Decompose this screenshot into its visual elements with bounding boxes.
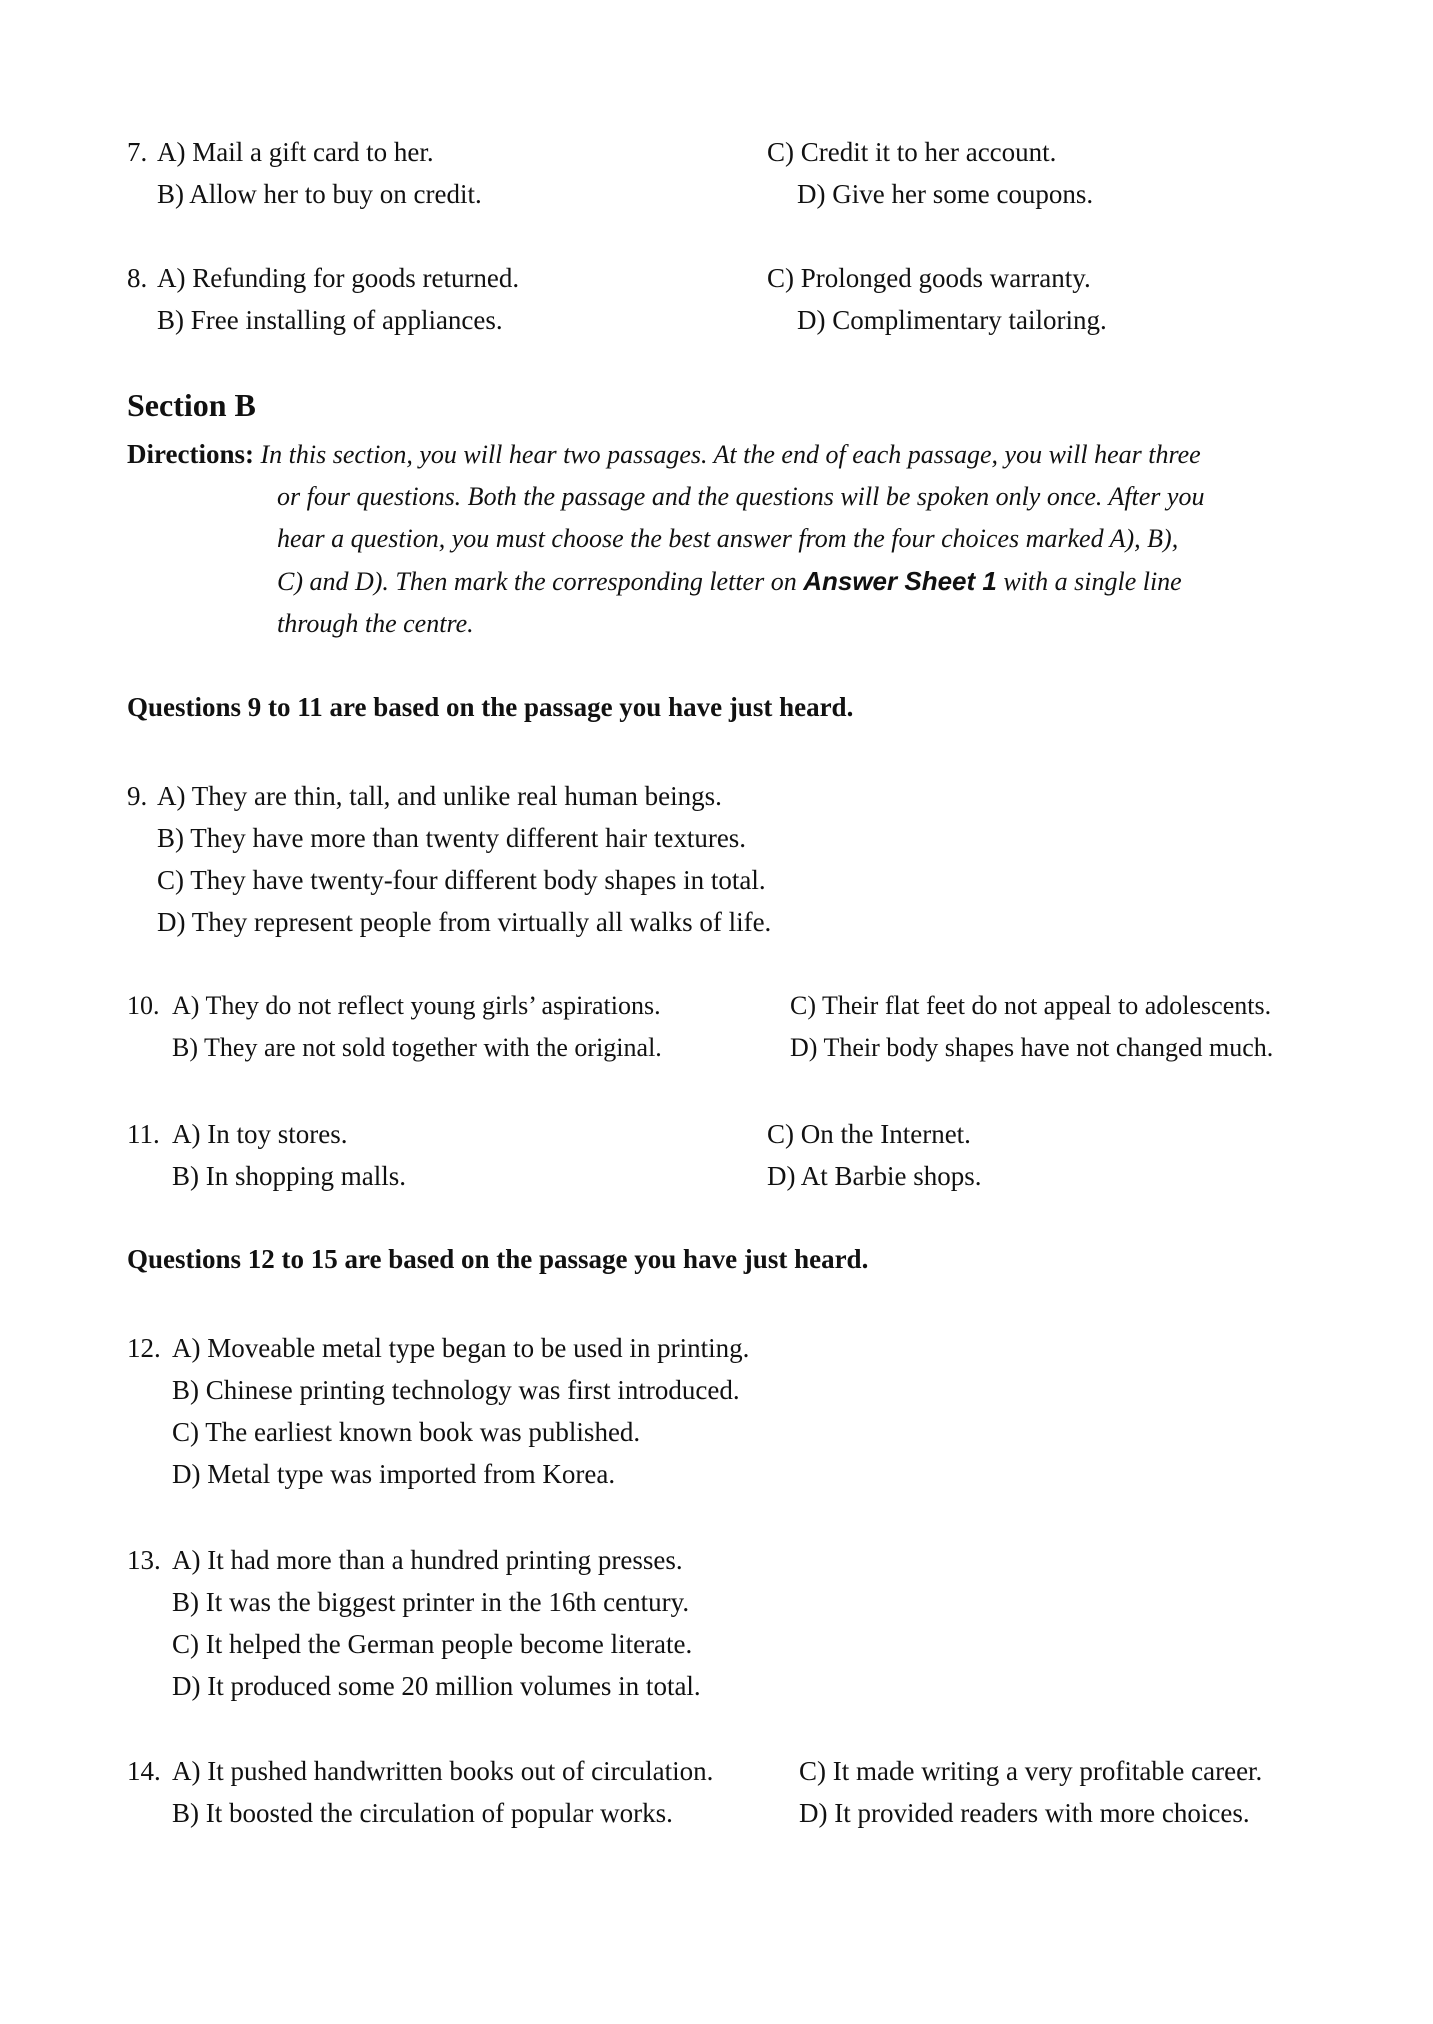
option-b: B) Allow her to buy on credit. bbox=[157, 179, 482, 209]
option-c: C) Credit it to her account. bbox=[767, 137, 1057, 167]
question-number: 11. bbox=[127, 1119, 160, 1149]
option-c: C) The earliest known book was published. bbox=[172, 1417, 641, 1447]
option-d: D) At Barbie shops. bbox=[767, 1161, 982, 1191]
option-a: A) They are thin, tall, and unlike real human beings. bbox=[157, 781, 722, 811]
option-c: C) On the Internet. bbox=[767, 1119, 971, 1149]
option-d: D) Their body shapes have not changed much. bbox=[790, 1033, 1274, 1062]
question-number: 10. bbox=[127, 991, 160, 1020]
question-number: 13. bbox=[127, 1545, 161, 1575]
question-9 bbox=[127, 775, 1317, 943]
directions-label: Directions: bbox=[127, 439, 254, 469]
option-a: A) It had more than a hundred printing presses. bbox=[172, 1545, 683, 1575]
option-b: B) In shopping malls. bbox=[172, 1161, 406, 1191]
option-d: D) Metal type was imported from Korea. bbox=[172, 1459, 616, 1489]
option-c: C) They have twenty-four different body shapes in total. bbox=[157, 865, 766, 895]
option-b: B) Free installing of appliances. bbox=[157, 305, 503, 335]
directions-line-3: hear a question, you must choose the best answer from the four choices marked A), B), bbox=[277, 524, 1179, 553]
directions-line-4: C) and D). Then mark the corresponding letter on Answer Sheet 1 with a single line bbox=[277, 566, 1182, 596]
option-b: B) It boosted the circulation of popular works. bbox=[172, 1798, 673, 1828]
question-13 bbox=[127, 1539, 1317, 1707]
question-8 bbox=[127, 257, 1317, 341]
option-a: A) Refunding for goods returned. bbox=[157, 263, 520, 293]
option-b: B) Chinese printing technology was first introduced. bbox=[172, 1375, 740, 1405]
option-c: C) It made writing a very profitable career. bbox=[799, 1756, 1263, 1786]
option-d: D) Give her some coupons. bbox=[797, 179, 1094, 209]
option-a: A) In toy stores. bbox=[172, 1119, 348, 1149]
option-b: B) They are not sold together with the original. bbox=[172, 1033, 662, 1062]
question-number: 12. bbox=[127, 1333, 161, 1363]
answer-sheet-reference: Answer Sheet 1 bbox=[803, 566, 997, 596]
question-14 bbox=[127, 1750, 1317, 1834]
option-a: A) They do not reflect young girls’ aspirations. bbox=[172, 991, 661, 1020]
question-number: 8. bbox=[127, 263, 148, 293]
question-group-header: Questions 9 to 11 are based on the passage you have just heard. bbox=[127, 692, 854, 722]
question-number: 9. bbox=[127, 781, 148, 811]
option-d: D) It provided readers with more choices. bbox=[799, 1798, 1250, 1828]
option-a: A) Moveable metal type began to be used in printing. bbox=[172, 1333, 750, 1363]
question-10 bbox=[127, 985, 1317, 1069]
option-a: A) Mail a gift card to her. bbox=[157, 137, 434, 167]
section-title: Section B bbox=[127, 387, 256, 423]
option-d: D) Complimentary tailoring. bbox=[797, 305, 1107, 335]
question-12 bbox=[127, 1327, 1317, 1495]
question-11 bbox=[127, 1113, 1317, 1197]
directions-line-5: through the centre. bbox=[277, 609, 474, 638]
option-d: D) They represent people from virtually all walks of life. bbox=[157, 907, 772, 937]
question-number: 14. bbox=[127, 1756, 161, 1786]
directions-line-1: In this section, you will hear two passages. At the end of each passage, you will hear three bbox=[260, 440, 1201, 469]
option-b: B) It was the biggest printer in the 16th century. bbox=[172, 1587, 690, 1617]
option-c: C) It helped the German people become literate. bbox=[172, 1629, 693, 1659]
question-7 bbox=[127, 131, 1317, 215]
option-a: A) It pushed handwritten books out of circulation. bbox=[172, 1756, 714, 1786]
option-c: C) Prolonged goods warranty. bbox=[767, 263, 1091, 293]
directions-line-2: or four questions. Both the passage and the questions will be spoken only once. After you bbox=[277, 482, 1205, 511]
option-c: C) Their flat feet do not appeal to adolescents. bbox=[790, 991, 1272, 1020]
question-group-header: Questions 12 to 15 are based on the passage you have just heard. bbox=[127, 1244, 869, 1274]
option-d: D) It produced some 20 million volumes in total. bbox=[172, 1671, 701, 1701]
directions bbox=[127, 433, 1317, 645]
question-number: 7. bbox=[127, 137, 148, 167]
option-b: B) They have more than twenty different hair textures. bbox=[157, 823, 747, 853]
